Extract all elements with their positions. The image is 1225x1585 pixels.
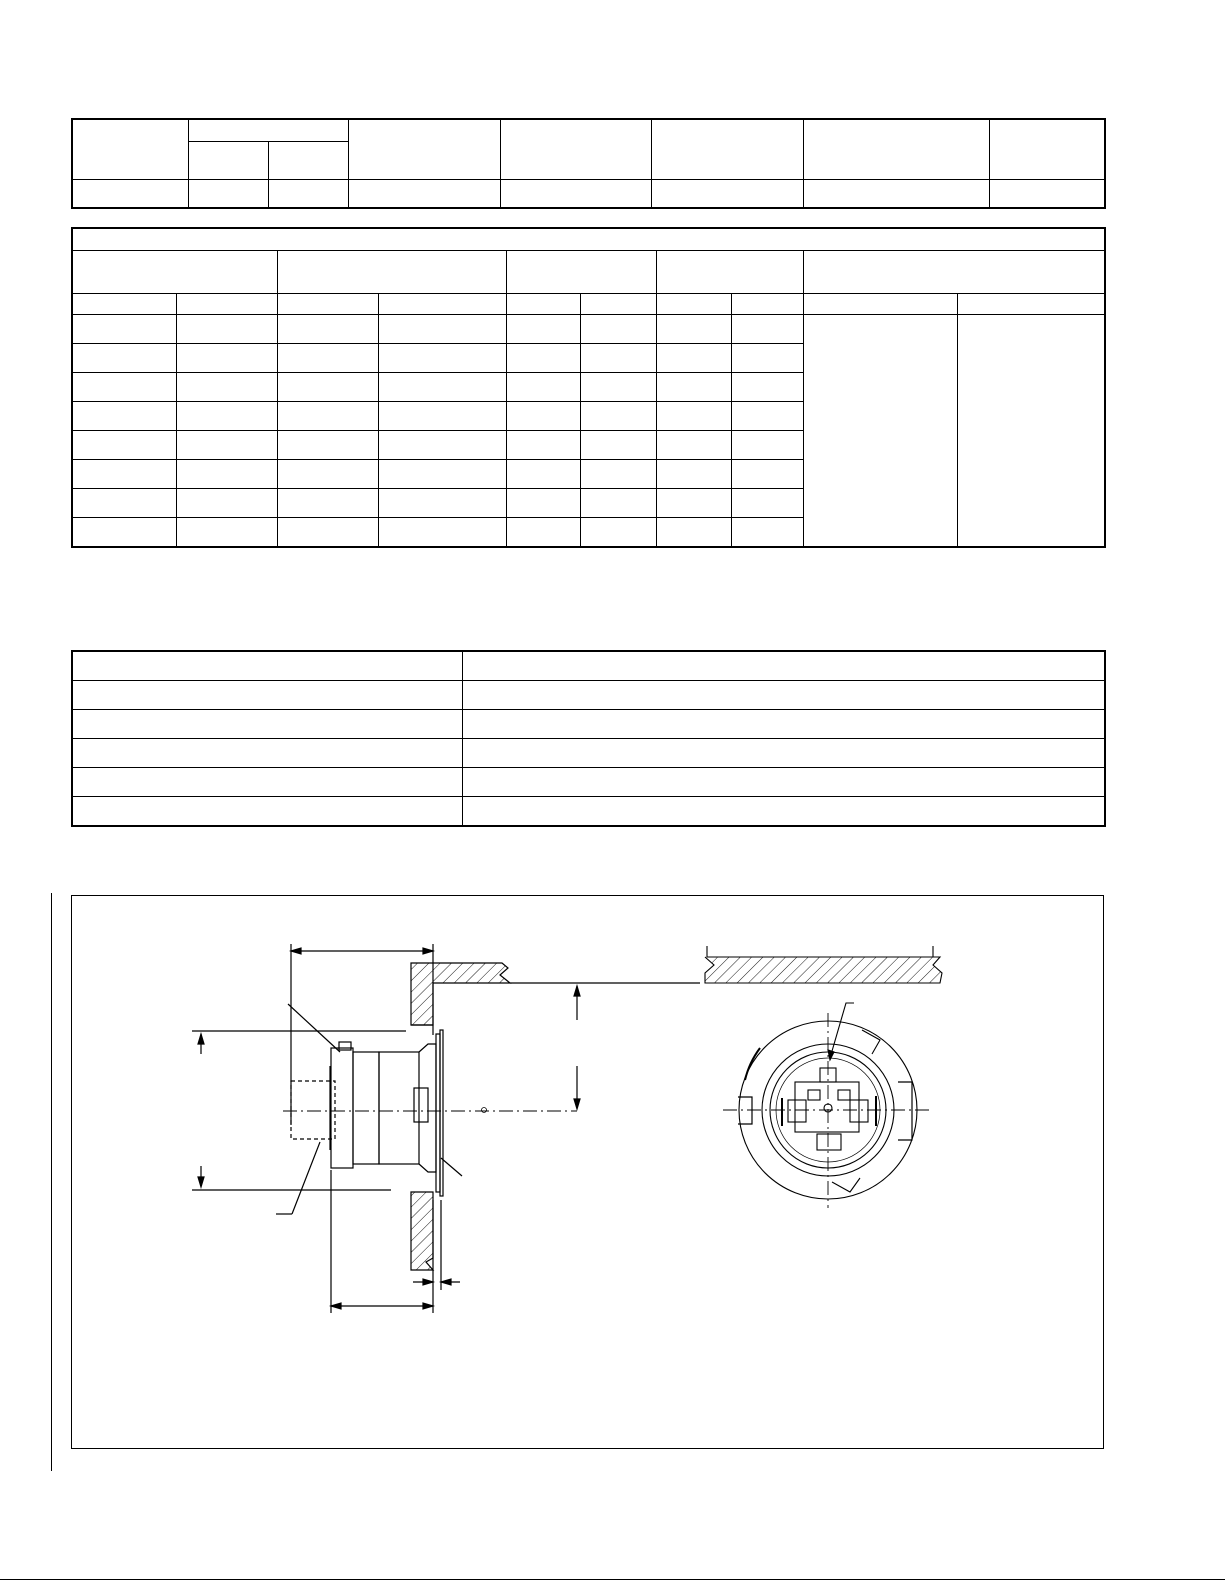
side-section-view — [192, 944, 700, 1313]
front-view — [705, 946, 942, 1208]
leader-line — [830, 1003, 854, 1058]
leader-line — [441, 1158, 462, 1176]
bottom-rule — [0, 1579, 1225, 1580]
dimension-left — [192, 1031, 406, 1190]
leader-line — [292, 1142, 320, 1214]
dimension-height — [510, 983, 700, 1109]
ceiling-slab — [705, 957, 942, 983]
wall-section-lower — [411, 1192, 433, 1270]
detector-body — [291, 1030, 443, 1196]
dimension-bottom — [331, 1170, 460, 1313]
ceiling-section — [411, 963, 510, 1025]
leader-line — [288, 1004, 340, 1052]
